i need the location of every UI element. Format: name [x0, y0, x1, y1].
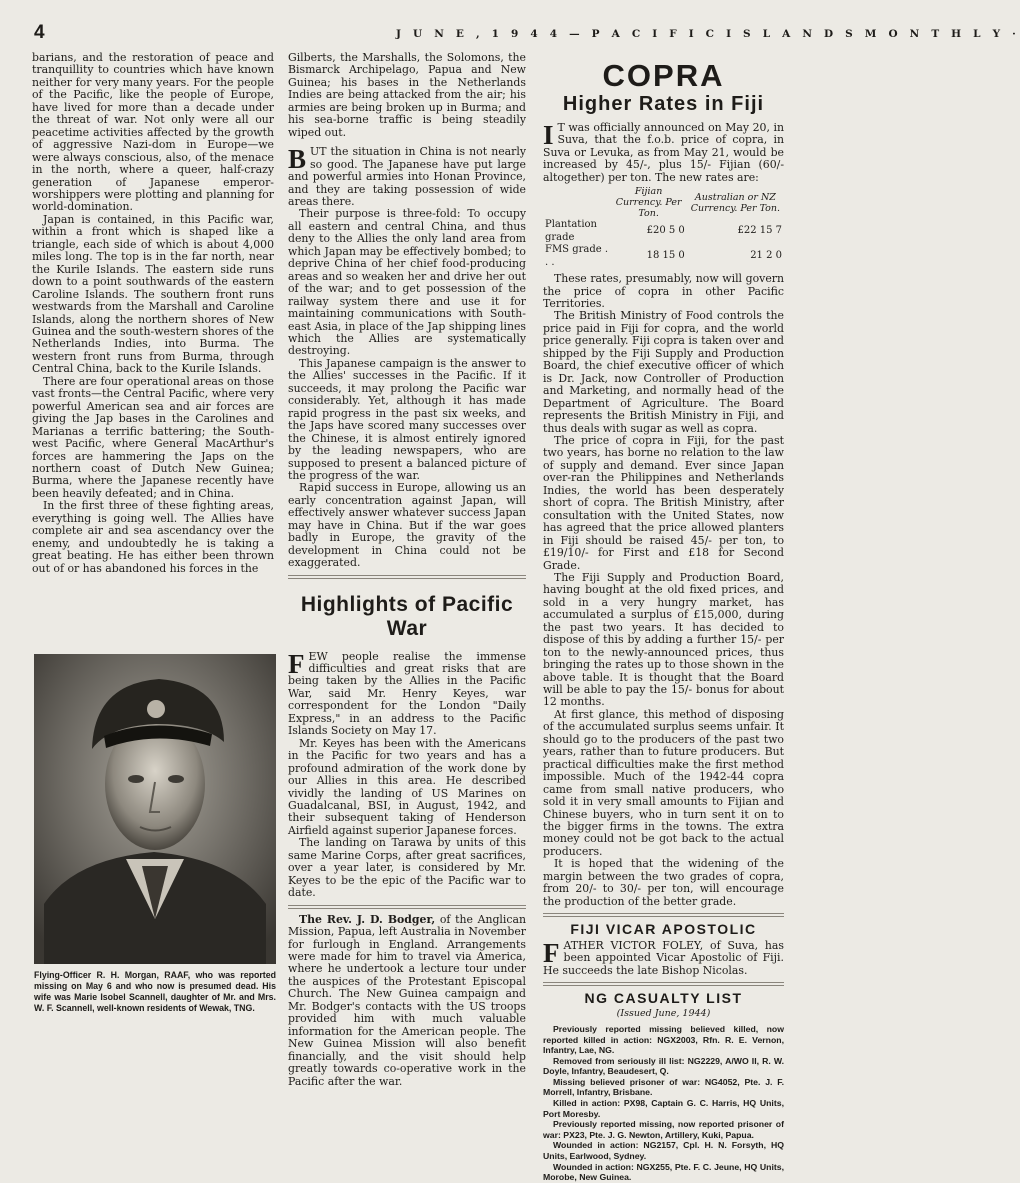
column-middle	[288, 52, 526, 1088]
list-item: Wounded in action: NG2157, Cpl. H. N. Forsyth, HQ Units, Earlwood, Sydney.	[543, 1140, 784, 1162]
article-paragraph: The Fiji Supply and Production Board, having bought at the old fixed prices, and sold in a very hungry market, has accumulated a surplus of £15,000, during the past two years. It has decided to dispose of this by adding a further 15/- per ton to the newly-announced prices, thus bringing the rates up to those shown in the above table. It is thought that the Board will be able to pay the 15/- bonus for about 12 months.	[543, 570, 784, 709]
article-paragraph: Japan is contained, in this Pacific war, within a front which is shaped like a triangle, each side of which is about 4,000 miles long. The top is in the far north, near the Kurile Islands. The eastern side runs down to a point southwards of the eastern Caroline Islands. The southern front runs westwards from the Marshall and Caroline Islands, along the northern shores of New Guinea and the south-western shores of the Netherlands Indies, into Burma. The western front runs from Burma, through Central China, back to the Kurile Islands.	[32, 212, 274, 376]
drop-cap: F	[543, 937, 560, 968]
table-cell: Plantation grade	[545, 219, 597, 243]
section-divider	[288, 575, 526, 579]
list-item: Removed from seriously ill list: NG2229, A/WO II, R. W. Doyle, Infantry, Beaudesert, Q.	[543, 1055, 784, 1077]
portrait-photo	[34, 654, 276, 964]
photo-caption: Flying-Officer R. H. Morgan, RAAF, who was reported missing on May 6 and who now is presumed dead. His wife was Marie Isobel Scannell, daughter of Mr. and Mrs. W. F. Scannell, well-known residents of Wewak, TNG.	[34, 970, 276, 1013]
table-cell: £20 5 0	[646, 225, 685, 237]
article-paragraph: barians, and the restoration of peace and tranquillity to countries which have known neither for very many years. For the people of the Pacific, like the people of Europe, have lived for more than a decade under the threat of war. Not only were all our peacetime activities affected by the growth of aggressive Nazi-dom in Europe—we were always conscious, also, of the menace in the north, where a queer, half-crazy generation of Japanese emperor-worshippers were plotting and planning for world-domination.	[32, 51, 274, 214]
article-paragraph: It is hoped that the widening of the margin between the two grades of copra, from 20/- to 30/- per ton, will encourage the production of the better grade.	[543, 857, 784, 908]
list-item: Previously reported missing, now reported prisoner of war: PX23, Pte. J. G. Newton, Artillery, Kuki, Papua.	[543, 1119, 784, 1140]
article-paragraph: FATHER VICTOR FOLEY, of Suva, has been appointed Vicar Apostolic of Fiji. He succeeds the late Bishop Nicolas.	[543, 937, 784, 977]
article-paragraph: BUT the situation in China is not nearly so good. The Japanese have put large and powerful armies into Honan Province, and they are taking possession of wide areas there.	[288, 144, 526, 208]
article-paragraph: FEW people realise the immense difficulties and great risks that are being taken by the Allies in the Pacific War, said Mr. Henry Keyes, war correspondent for the London "Daily Express," in an address to the Pacific Islands Society on May 17.	[288, 648, 526, 738]
list-item: Previously reported missing believed killed, now reported killed in action: NGX2003, Rfn. R. E. Vernon, Infantry, Lae, NG.	[543, 1023, 784, 1056]
article-paragraph: The landing on Tarawa by units of this same Marine Corps, after great sacrifices, over a year later, is considered by Mr. Keyes to be the epic of the Pacific war to date.	[288, 836, 526, 900]
list-item: Missing believed prisoner of war: NG4052, Pte. J. F. Morrell, Infantry, Brisbane.	[543, 1076, 784, 1098]
article-paragraph: These rates, presumably, now will govern the price of copra in other Pacific Territories.	[543, 272, 784, 310]
article-paragraph: The price of copra in Fiji, for the past two years, has borne no relation to the law of supply and demand. Ever since Japan over-ran the Philippines and Netherlands Indies, the world has been desperately short of copra. The British Ministry, after consultation with the United States, now has agreed that the price allowed planters in Fiji should be raised 45/- per ton, to £19/10/- for First and £18 for Second Grade.	[543, 433, 784, 572]
drop-cap: B	[288, 144, 307, 175]
article-paragraph: The Rev. J. D. Bodger, of the Anglican Mission, Papua, left Australia in November for furlough in England. Arrangements were made for him to travel via America, where he undertook a lecture tour under the auspices of the Protestant Episcopal Church. The New Guinea campaign and Mr. Bodger's contacts with the US troops provided him with much valuable information for the American people. The New Guinea Mission will also benefit financially, and the visit should help greatly towards co-operative work in the Pacific after the war.	[288, 912, 527, 1088]
list-item: Killed in action: PX98, Captain G. C. Harris, HQ Units, Port Moresby.	[543, 1098, 784, 1119]
table-header: Australian or NZ Currency. Per Ton.	[690, 191, 781, 214]
section-title: NG CASUALTY LIST	[584, 990, 743, 1006]
running-head: J U N E , 1 9 4 4 — P A C I F I C I S L A N D S M O N T H L Y ·	[396, 28, 1020, 40]
airman-portrait-image	[34, 654, 276, 964]
article-subtitle: Higher Rates in Fiji	[562, 93, 765, 115]
table-cell: 21 2 0	[750, 250, 782, 262]
section-divider	[543, 913, 784, 917]
article-paragraph: Rapid success in Europe, allowing us an early concentration against Japan, will effectively answer whatever success Japan may have in China. But if the war goes badly in Europe, the gravity of the development in China could not be exaggerated.	[288, 481, 526, 570]
table-row	[543, 219, 784, 244]
table-header	[543, 186, 610, 219]
table-cell: 18 15 0	[646, 250, 685, 262]
table-header-row	[543, 186, 784, 219]
column-right	[543, 52, 784, 1183]
casualty-list	[543, 1024, 784, 1183]
section-title: Highlights of Pacific War	[300, 592, 514, 640]
section-divider	[288, 905, 526, 909]
article-paragraph: In the first three of these fighting areas, everything is going well. The Allies have complete air and sea ascendancy over the enemy, and undoubtedly he is taking a great beating. He has either been thrown out of or has abandoned his forces in the	[32, 499, 274, 575]
rates-table	[543, 186, 784, 269]
list-item: Wounded in action: NGX255, Pte. F. C. Jeune, HQ Units, Morobe, New Guinea.	[543, 1161, 784, 1183]
article-paragraph: At first glance, this method of disposing of the accumulated surplus seems unfair. It should go to the producers of the past two years, rather than to future producers. But practical difficulties make the first method impossible. Much of the 1942-44 copra came from small native producers, who sold it in very small amounts to Fijian and Chinese buyers, who in turn sent it on to the bigger firms in the towns. The extra money could not be got back to the actual producers.	[543, 707, 784, 858]
page-number: 4	[34, 22, 45, 43]
article-paragraph: Their purpose is three-fold: To occupy all eastern and central China, and thus deny to the Allies the only land area from which Japan may be effectively bombed; to deprive China of her chief food-producing areas and so weaken her and drive her out of the war; and to get possession of the railway system there and use it for maintaining communications with South-east Asia, in place of the Jap shipping lines which the Allies are systematically destroying.	[288, 207, 526, 358]
table-row	[543, 244, 784, 269]
article-paragraph: I T was officially announced on May 20, in Suva, that the f.o.b. price of copra, in Suva or Levuka, as from May 21, would be increased by 45/-, plus 15/- Fijian (60/- altogether) per ton. The new rates are:	[543, 120, 784, 184]
article-paragraph: The British Ministry of Food controls the price paid in Fiji for copra, and the world price generally. Fiji copra is taken over and shipped by the Fiji Supply and Production Board, the chief executive officer of which is Dr. Jack, now Controller of Production and Marketing, and normally head of the Department of Agriculture. The Board represents the British Ministry in Fiji, and thus deals with sugar as well as copra.	[543, 309, 784, 435]
table-cell: FMS grade . . .	[545, 244, 609, 268]
article-paragraph: There are four operational areas on those vast fronts—the Central Pacific, where very powerful American sea and air forces are giving the Jap bases in the Carolines and Marianas a terrific battering; the South-west Pacific, where General MacArthur's forces are hammering the Japs on the northern coast of Dutch New Guinea; Burma, where the Japanese recently have been heavily defeated; and in China.	[32, 374, 274, 500]
table-header: Fijian Currency. Per Ton.	[615, 186, 682, 220]
table-cell: £22 15 7	[737, 225, 782, 237]
drop-cap: F	[288, 648, 305, 679]
drop-cap: I	[543, 120, 554, 150]
article-paragraph: This Japanese campaign is the answer to the Allies' successes in the Pacific. If it succeeds, it may prolong the Pacific war considerably. Yet, although it has made rapid progress in the past six weeks, and the Japs have scored many successes over the Chinese, it is almost entirely ignored by the leading newspapers, who are supposed to present a balanced picture of the progress of the war.	[288, 356, 526, 482]
article-title: COPRA	[602, 58, 725, 93]
column-left	[32, 52, 274, 575]
section-divider	[543, 982, 784, 986]
article-paragraph: Mr. Keyes has been with the Americans in the Pacific for two years and has a profound admiration of the work done by our Allies in this area. He described vividly the landing of US Marines on Guadalcanal, BSI, in August, 1942, and their subsequent taking of Henderson Airfield against superior Japanese forces.	[288, 736, 526, 837]
section-title: FIJI VICAR APOSTOLIC	[570, 921, 757, 938]
article-paragraph: Gilberts, the Marshalls, the Solomons, the Bismarck Archipelago, Papua and New Guinea; his bases in the Netherlands Indies are being attacked from the air; his armies are being broken up in Burma; and his sea-borne traffic is being steadily wiped out.	[288, 51, 526, 139]
section-subtitle: (Issued June, 1944)	[616, 1008, 711, 1020]
